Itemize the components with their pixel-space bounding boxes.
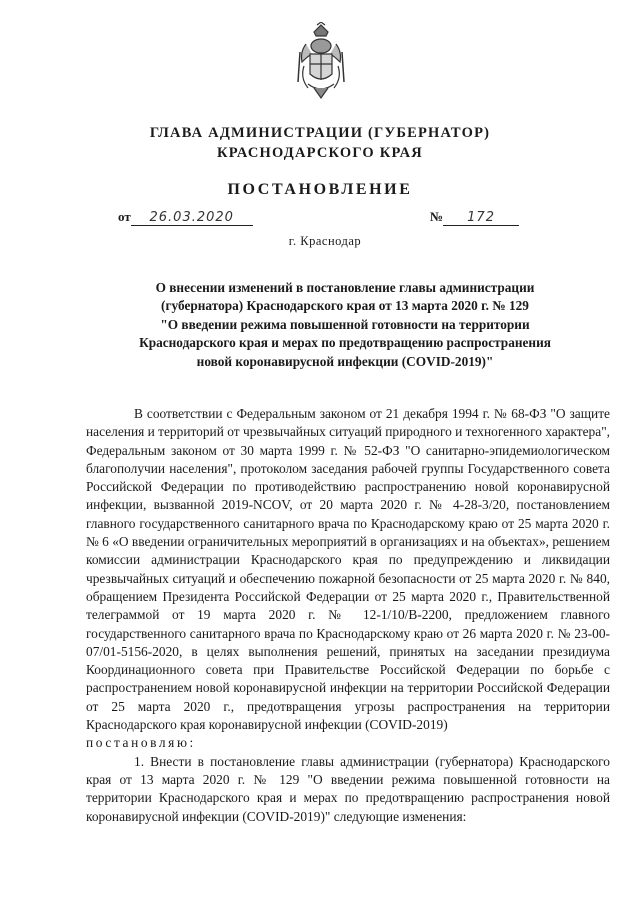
date-prefix: от [118,209,131,224]
document-subject [90,279,600,371]
krasnodar-coat-of-arms-emblem [296,22,346,102]
subject-line-4: Краснодарского края и мерах по предотвращению распространения [139,335,551,351]
number-field [430,209,519,226]
date-field [118,209,253,226]
city-line: г. Краснодар [288,234,362,248]
subject-line-1: О внесении изменений в постановление главы администрации [155,280,535,295]
handwritten-number: 172 [443,210,519,226]
handwritten-date: 26.03.2020 [131,210,253,226]
number-prefix: № [430,209,444,224]
preamble-paragraph: В соответствии с Федеральным законом от 21 декабря 1994 г. № 68-ФЗ "О защите населения и территорий от чрезвычайных ситуаций природного и техногенного характера", Федеральным законом от 30 марта 1999 г. № 52-ФЗ "О санитарно-эпидемиологическом благополучии населения", протоколом заседания рабочей группы Государственного совета Российской Федерации по противодействию распространению новой коронавирусной инфекции, вызванной 2019-NCOV, от 20 марта 2020 г. № 4-28-3/20, постановлением главного государственного санитарного врача по Краснодарскому краю от 25 марта 2020 г. № 6 «О введении ограничительных мероприятий в организациях и на объектах», решением комиссии администрации Краснодарского края по предупреждению и ликвидации чрезвычайных ситуаций и обеспечению пожарной безопасности от 25 марта 2020 г. № 840, обращением Президента Российской Федерации от 25 марта 2020 г., Правительственной телеграммой от 19 марта 2020 г. № 12-1/10/В-2200, предложением главного государственного санитарного врача по Краснодарскому краю от 26 марта 2020 г. № 23-00-07/01-5156-2020, в целях выполнения решений, принятых на заседании президиума Координационного совета при Правительстве Российской Федерации по борьбе с распространением новой коронавирусной инфекции на территории Российской Федерации от 25 марта 2020 г., предотвращения угрозы распространения на территории Краснодарского края коронавирусной инфекции (COVID-2019) [86,406,611,733]
document-body [86,405,610,826]
subject-line-3: "О введении режима повышенной готовности на территории [160,316,530,332]
subject-line-2: (губернатора) Краснодарского края от 13 марта 2020 г. № 129 [161,298,529,314]
authority-line-1: ГЛАВА АДМИНИСТРАЦИИ (ГУБЕРНАТОР) [149,125,491,141]
resolve-word: постановляю: [86,735,196,751]
authority-line-2: КРАСНОДАРСКОГО КРАЯ [217,145,423,161]
subject-line-5: новой коронавирусной инфекции (COVID-2019)" [196,353,494,369]
item-1-paragraph: 1. Внести в постановление главы администрации (губернатора) Краснодарского края от 13 марта 2020 г. № 129 "О введении режима повышенной готовности на территории Краснодарского края и мерах по предотвращению распространения новой коронавирусной инфекции (COVID-2019)" следующие изменения: [86,753,610,824]
document-type-title: ПОСТАНОВЛЕНИЕ [227,181,413,198]
issuing-authority [0,123,640,163]
